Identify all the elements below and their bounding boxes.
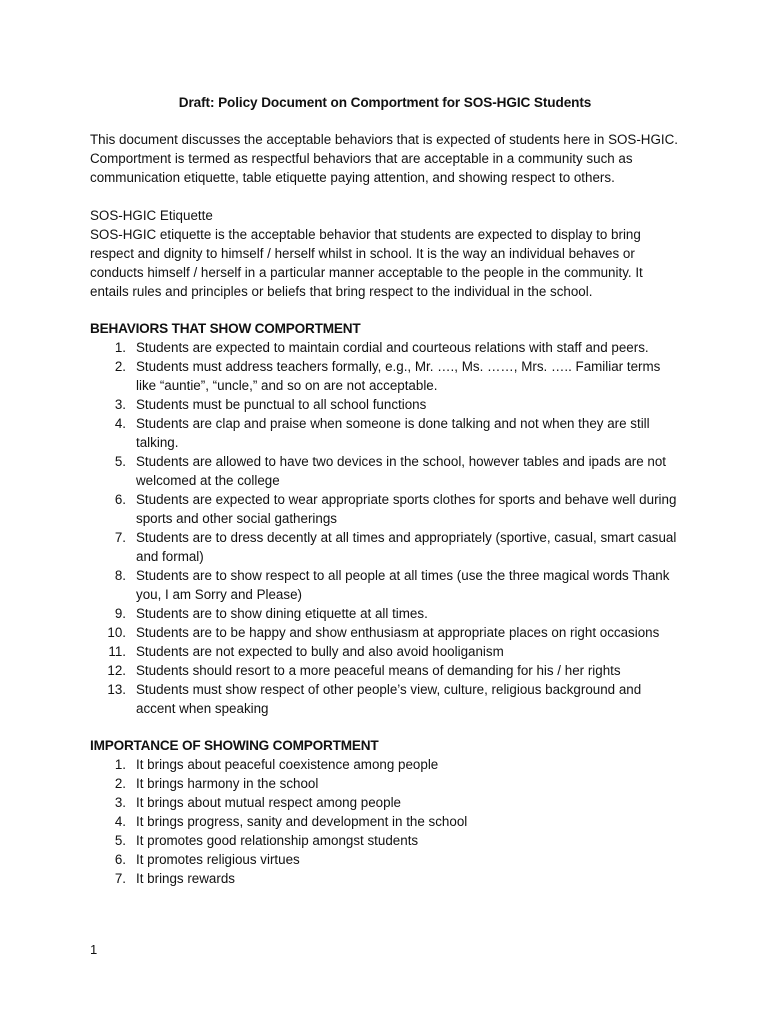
intro-paragraph: This document discusses the acceptable behaviors that is expected of students here in SOS-HGIC. Comportment is termed as respectful behaviors that are acceptable in a community such as communication etiquette, table etiquette paying attention, and showing respect to others. <box>90 132 679 185</box>
list-item <box>90 774 680 793</box>
list-item-number: 4. <box>114 416 126 431</box>
list-item <box>90 604 680 623</box>
list-item-text: It promotes good relationship amongst students <box>136 833 419 848</box>
list-item-number: 11. <box>108 644 126 659</box>
list-item-number: 4. <box>114 814 126 829</box>
list-item-text: Students are expected to wear appropriate sports clothes for sports and behave well during sports and other social gatherings <box>136 492 677 526</box>
list-item <box>90 869 680 888</box>
list-item-number: 6. <box>114 492 126 507</box>
list-item-text: Students are to show respect to all people at all times (use the three magical words Thank you, I am Sorry and Please) <box>136 568 670 602</box>
list-item-text: Students are to dress decently at all times and appropriately (sportive, casual, smart casual and formal) <box>136 530 677 564</box>
list-item-number: 9. <box>114 606 126 621</box>
list-item-text: Students must show respect of other people’s view, culture, religious background and accent when speaking <box>136 682 642 716</box>
list-item <box>90 661 680 680</box>
list-item-text: Students are clap and praise when someone is done talking and not when they are still talking. <box>136 416 650 450</box>
list-item-text: Students are allowed to have two devices in the school, however tables and ipads are not welcomed at the college <box>136 454 667 488</box>
list-item-number: 3. <box>114 397 126 412</box>
list-item-number: 3. <box>114 795 126 810</box>
list-item-text: It brings harmony in the school <box>136 776 319 791</box>
list-item <box>90 414 680 452</box>
list-item-number: 12. <box>107 663 126 678</box>
list-item <box>90 357 680 395</box>
list-item-number: 2. <box>114 776 126 791</box>
list-item-number: 10. <box>107 625 126 640</box>
list-item <box>90 680 680 718</box>
list-item-number: 1. <box>114 340 126 355</box>
list-item <box>90 831 680 850</box>
list-item-number: 1. <box>114 757 126 772</box>
list-item <box>90 755 680 774</box>
list-item-text: Students are to show dining etiquette at all times. <box>136 606 428 621</box>
list-item <box>90 566 680 604</box>
list-item-text: It brings about mutual respect among people <box>136 795 402 810</box>
document-title: Draft: Policy Document on Comportment for SOS-HGIC Students <box>178 95 592 110</box>
list-item-text: Students should resort to a more peaceful means of demanding for his / her rights <box>136 663 621 678</box>
list-item-number: 7. <box>114 530 126 545</box>
list-item-number: 6. <box>114 852 126 867</box>
list-item-text: Students are expected to maintain cordial and courteous relations with staff and peers. <box>136 340 649 355</box>
importance-heading: IMPORTANCE OF SHOWING COMPORTMENT <box>90 738 379 753</box>
behaviors-list <box>90 338 680 718</box>
list-item <box>90 812 680 831</box>
list-item <box>90 528 680 566</box>
list-item <box>90 850 680 869</box>
list-item-text: It brings rewards <box>136 871 235 886</box>
page-number: 1 <box>90 942 98 957</box>
document-page <box>90 93 680 888</box>
list-item <box>90 395 680 414</box>
etiquette-heading: SOS-HGIC Etiquette <box>90 208 213 223</box>
list-item-number: 2. <box>114 359 126 374</box>
list-item-text: Students are not expected to bully and also avoid hooliganism <box>136 644 504 659</box>
list-item <box>90 338 680 357</box>
list-item <box>90 452 680 490</box>
list-item-number: 5. <box>114 454 126 469</box>
list-item <box>90 642 680 661</box>
etiquette-paragraph: SOS-HGIC etiquette is the acceptable behavior that students are expected to display to bring respect and dignity to himself / herself whilst in school. It is the way an individual behaves or conducts himself / herself in a particular manner acceptable to the people in the community. It entails rules and principles or beliefs that bring respect to the individual in the school. <box>90 227 643 299</box>
list-item-text: It brings progress, sanity and development in the school <box>136 814 468 829</box>
list-item-text: Students must be punctual to all school functions <box>136 397 427 412</box>
list-item-text: It brings about peaceful coexistence among people <box>136 757 439 772</box>
list-item-text: Students are to be happy and show enthusiasm at appropriate places on right occasions <box>136 625 660 640</box>
list-item-text: It promotes religious virtues <box>136 852 300 867</box>
list-item <box>90 490 680 528</box>
list-item <box>90 623 680 642</box>
importance-list <box>90 755 680 888</box>
list-item-number: 8. <box>114 568 126 583</box>
list-item-number: 13. <box>107 682 126 697</box>
list-item-number: 7. <box>114 871 126 886</box>
list-item-text: Students must address teachers formally, e.g., Mr. …., Ms. ……, Mrs. ….. Familiar terms like “auntie”, “uncle,” and so on are not acceptable. <box>136 359 661 393</box>
behaviors-heading: BEHAVIORS THAT SHOW COMPORTMENT <box>90 321 361 336</box>
list-item-number: 5. <box>114 833 126 848</box>
list-item <box>90 793 680 812</box>
